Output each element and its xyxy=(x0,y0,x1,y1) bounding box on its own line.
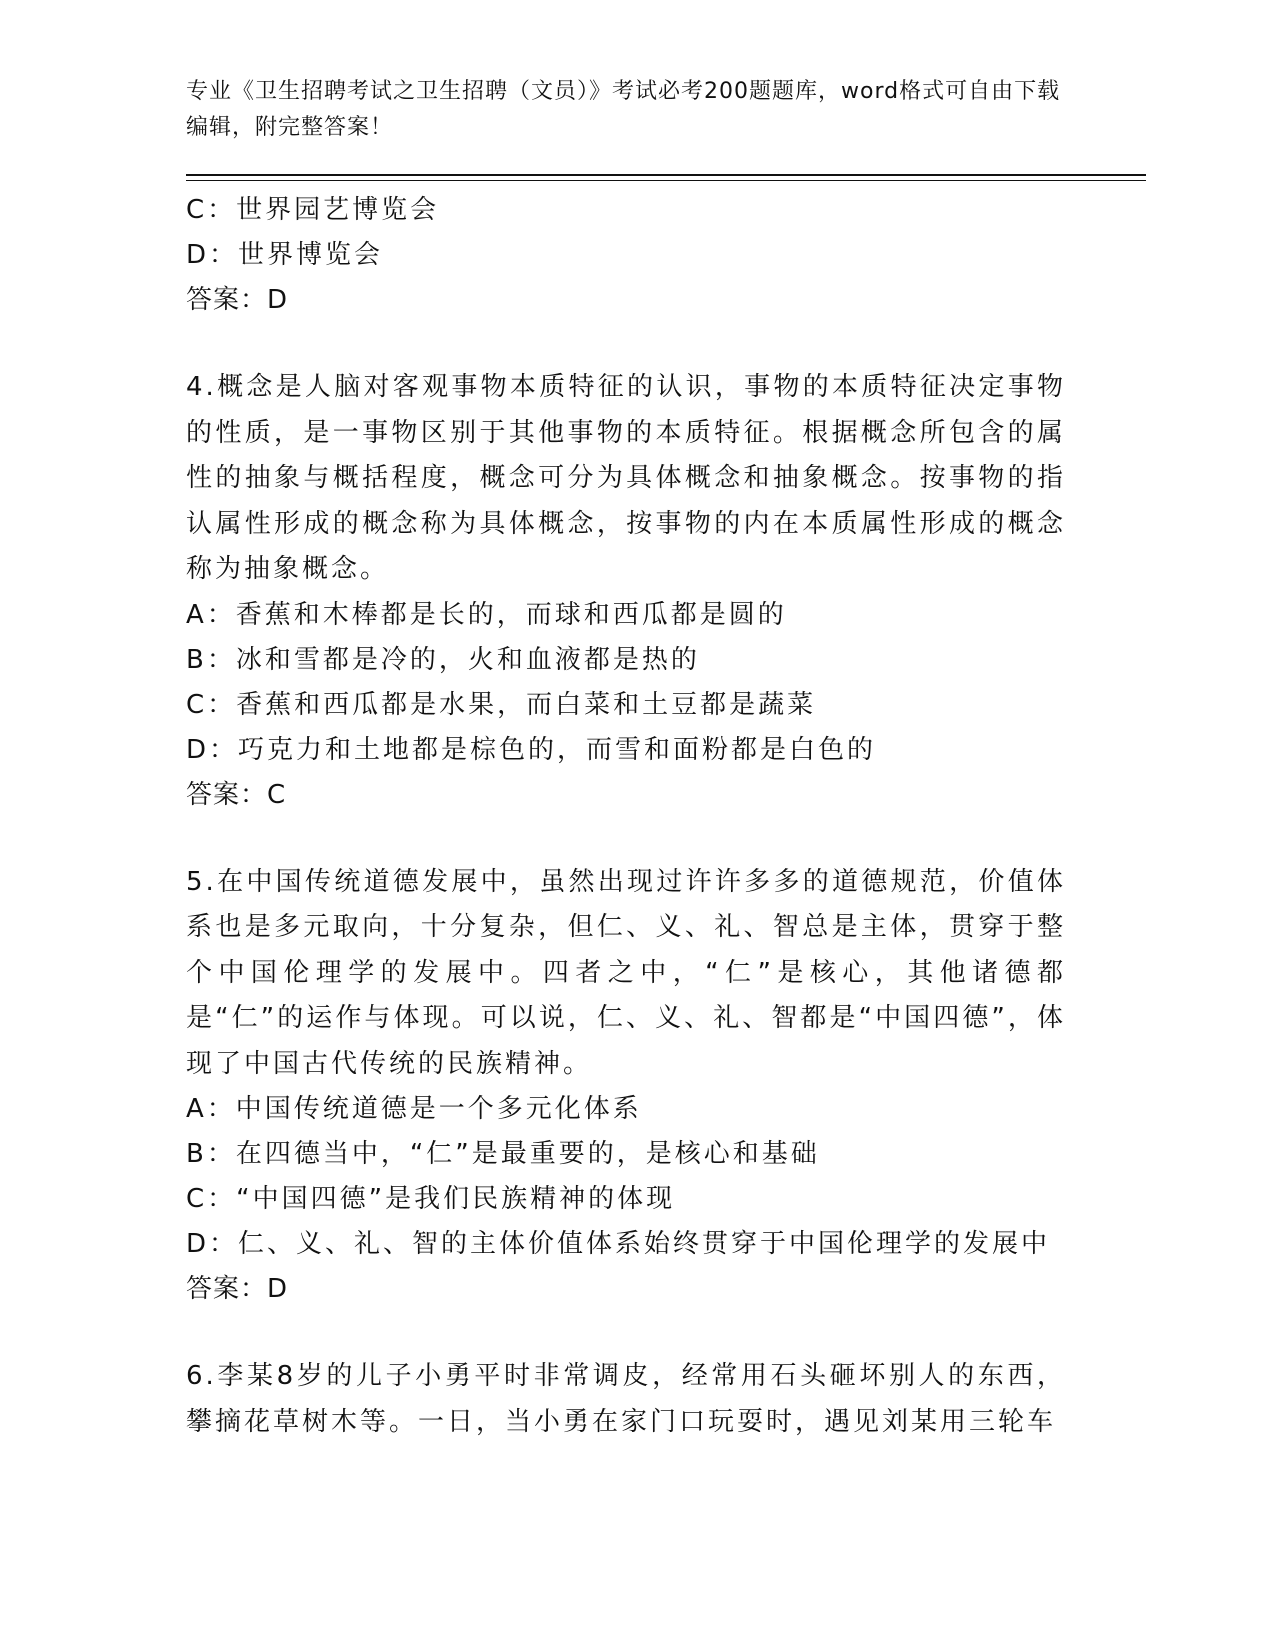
q4-option-d: D：巧克力和土地都是棕色的，而雪和面粉都是白色的 xyxy=(186,734,877,765)
spacer xyxy=(186,1312,1066,1354)
q5-answer: 答案：D xyxy=(186,1274,289,1304)
q4-option-c: C：香蕉和西瓜都是水果，而白菜和土豆都是蔬菜 xyxy=(186,689,817,720)
document-body xyxy=(186,188,1066,1445)
spacer xyxy=(186,323,1066,365)
q6-stem: 6.李某8岁的儿子小勇平时非常调皮，经常用石头砸坏别人的东西，攀摘花草树木等。一日，当小勇在家门口玩耍时，遇见刘某用三轮车 xyxy=(186,1361,1066,1437)
q5-stem: 5.在中国传统道德发展中，虽然出现过许许多多的道德规范，价值体系也是多元取向，十分复杂，但仁、义、礼、智总是主体，贯穿于整个中国伦理学的发展中。四者之中，“仁”是核心，其他诸德都是“仁”的运作与体现。可以说，仁、义、礼、智都是“中国四德”，体现了中国古代传统的民族精神。 xyxy=(186,866,1066,1079)
q4-stem: 4.概念是人脑对客观事物本质特征的认识，事物的本质特征决定事物的性质，是一事物区别于其他事物的本质特征。根据概念所包含的属性的抽象与概括程度，概念可分为具体概念和抽象概念。按事物的指认属性形成的概念称为具体概念，按事物的内在本质属性形成的概念称为抽象概念。 xyxy=(186,372,1066,584)
q5-option-a: A：中国传统道德是一个多元化体系 xyxy=(186,1094,642,1124)
header-divider-thick xyxy=(186,174,1146,176)
q4-option-a: A：香蕉和木棒都是长的，而球和西瓜都是圆的 xyxy=(186,599,787,630)
q5-option-b: B：在四德当中，“仁”是最重要的，是核心和基础 xyxy=(186,1139,820,1169)
document-header: 专业《卫生招聘考试之卫生招聘（文员）》考试必考200题题库，word格式可自由下载编辑，附完整答案！ xyxy=(186,79,1061,140)
q4-option-b: B：冰和雪都是冷的，火和血液都是热的 xyxy=(186,644,700,675)
q3-option-d: D：世界博览会 xyxy=(186,240,384,270)
q3-answer: 答案：D xyxy=(186,285,289,315)
q3-option-c: C：世界园艺博览会 xyxy=(186,195,440,225)
q4-answer: 答案：C xyxy=(186,779,287,810)
spacer xyxy=(186,818,1066,860)
q5-option-d: D：仁、义、礼、智的主体价值体系始终贯穿于中国伦理学的发展中 xyxy=(186,1229,1051,1259)
q5-option-c: C：“中国四德”是我们民族精神的体现 xyxy=(186,1184,676,1214)
header-divider-thin xyxy=(186,180,1146,181)
